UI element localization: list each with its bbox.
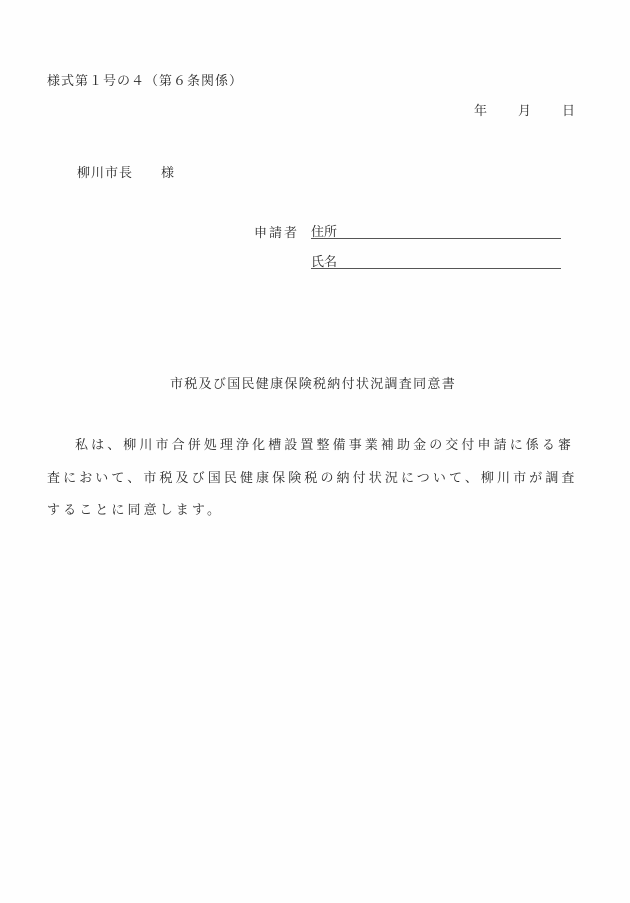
- consent-body-text: 私は、柳川市合併処理浄化槽設置整備事業補助金の交付申請に係る審査において、市税及び国民健康保険税の納付状況について、柳川市が調査することに同意します。: [47, 438, 578, 518]
- date-month-label: 月: [518, 104, 532, 119]
- date-year-label: 年: [474, 104, 488, 119]
- name-field[interactable]: [311, 251, 561, 269]
- address-label: 住所: [311, 225, 338, 240]
- name-label: 氏名: [311, 255, 338, 270]
- address-field[interactable]: [311, 221, 561, 239]
- document-title: 市税及び国民健康保険税納付状況調査同意書: [170, 377, 457, 392]
- date-day-label: 日: [562, 104, 576, 119]
- addressee-honorific: 様: [161, 166, 176, 181]
- addressee: [77, 162, 175, 181]
- applicant-label: 申請者: [254, 226, 300, 241]
- addressee-name: 柳川市長: [77, 166, 134, 181]
- form-id: 様式第１号の４（第６条関係）: [47, 74, 244, 89]
